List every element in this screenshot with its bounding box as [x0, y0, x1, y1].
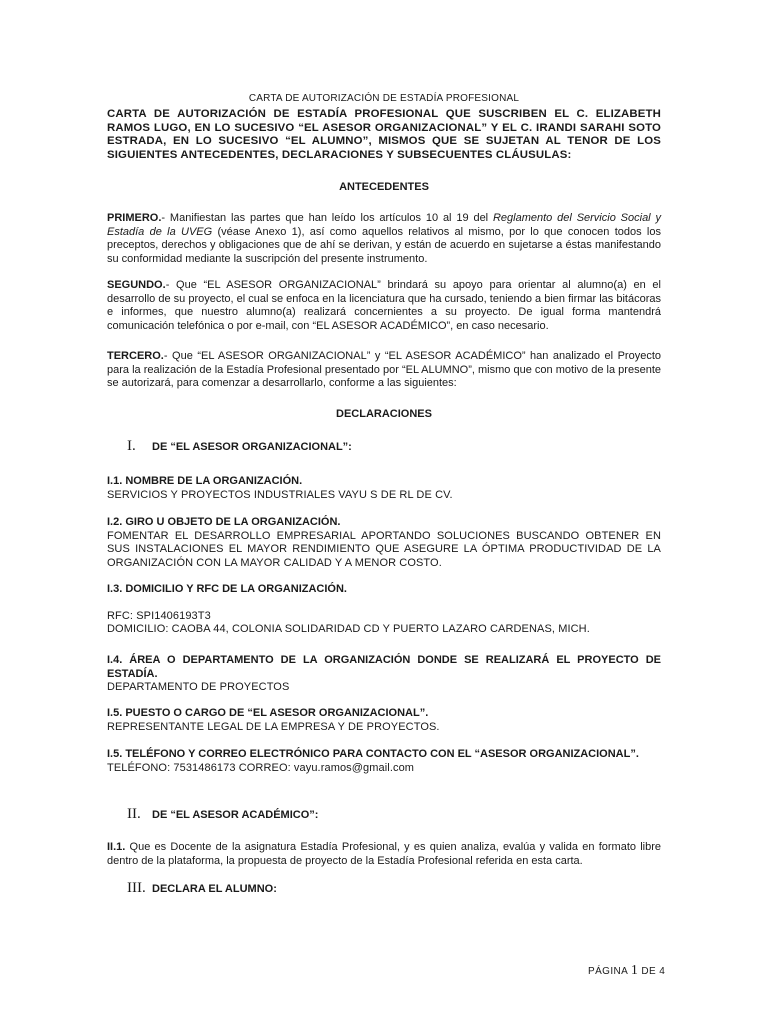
section-i-title: DE “EL ASESOR ORGANIZACIONAL”:: [152, 441, 352, 453]
primero-text-b: (véase Anexo 1), así como aquellos relativos al mismo, por lo que conocen todos los preceptos, derechos y obligaciones que de ahí se derivan, y están de acuerdo en sujetarse a éstas manifestando su conformidad mediante la suscripción del presente instrumento.: [107, 225, 661, 265]
item-i3-domicilio: DOMICILIO: CAOBA 44, COLONIA SOLIDARIDAD CD Y PUERTO LAZARO CARDENAS, MICH.: [107, 623, 590, 635]
section-iii-numeral: III.: [127, 880, 146, 896]
item-i4: [107, 654, 661, 695]
ii1-label: II.1.: [107, 841, 126, 853]
antecedentes-heading: ANTECEDENTES: [339, 181, 429, 193]
ii1-text: Que es Docente de la asignatura Estadía Profesional, y es quien analiza, evalúa y valida en formato libre dentro de la plataforma, la propuesta de proyecto de la Estadía Profesional referida en esta carta.: [107, 841, 661, 867]
primero-text-a: - Manifiestan las partes que han leído los artículos 10 al 19 del: [161, 212, 493, 224]
footer-suffix: DE 4: [641, 966, 666, 977]
item-i1-heading: I.1. NOMBRE DE LA ORGANIZACIÓN.: [107, 475, 303, 487]
item-i1: [107, 475, 661, 502]
primero-paragraph: [107, 212, 661, 266]
primero-reglamento: Reglamento del Servicio Social y Estadía de la UVEG: [107, 212, 661, 238]
item-i1-value: SERVICIOS Y PROYECTOS INDUSTRIALES VAYU S DE RL DE CV.: [107, 488, 453, 501]
page-footer: [588, 963, 665, 979]
item-i5: [107, 707, 661, 734]
section-iii-heading: [127, 880, 277, 897]
primero-label: PRIMERO.: [107, 212, 162, 224]
section-i-numeral: I.: [127, 438, 136, 454]
item-i6: [107, 748, 661, 775]
item-i3-rfc: RFC: SPI1406193T3: [107, 609, 211, 622]
document-title: CARTA DE AUTORIZACIÓN DE ESTADÍA PROFESIONAL: [248, 93, 520, 104]
item-i4-value: DEPARTAMENTO DE PROYECTOS: [107, 681, 290, 693]
item-i5-value: REPRESENTANTE LEGAL DE LA EMPRESA Y DE PROYECTOS.: [107, 720, 440, 733]
item-i6-heading: I.5. TELÉFONO Y CORREO ELECTRÓNICO PARA CONTACTO CON EL “ASESOR ORGANIZACIONAL”.: [107, 748, 639, 760]
segundo-label: SEGUNDO.: [107, 279, 166, 291]
ii1-paragraph: [107, 841, 661, 868]
footer-prefix: PÁGINA: [588, 966, 628, 977]
section-i-heading: [127, 438, 352, 455]
intro-paragraph: CARTA DE AUTORIZACIÓN DE ESTADÍA PROFESIONAL QUE SUSCRIBEN EL C. ELIZABETH RAMOS LUGO, EN LO SUCESIVO “EL ASESOR ORGANIZACIONAL” Y EL C. IRANDI SARAHI SOTO ESTRADA, EN LO SUCESIVO “EL ALUMNO”, MISMOS QUE SE SUJETAN AL TENOR DE LOS SIGUIENTES ANTECEDENTES, DECLARACIONES Y SUBSECUENTES CLÁUSULAS:: [107, 108, 661, 161]
item-i3-heading: I.3. DOMICILIO Y RFC DE LA ORGANIZACIÓN.: [107, 583, 347, 595]
section-ii-title: DE “EL ASESOR ACADÉMICO”:: [152, 809, 319, 821]
segundo-text: - Que “EL ASESOR ORGANIZACIONAL” brindará su apoyo para orientar al alumno(a) en el desarrollo de su proyecto, el cual se enfoca en la licenciatura que ha cursado, teniendo a bien firmar las bitácoras e informes, que nuestro alumno(a) realizará concernientes a su proyecto. De igual forma mantendrá comunicación telefónica o por e-mail, con “EL ASESOR ACADÉMICO”, en caso necesario.: [107, 279, 661, 332]
item-i4-heading: I.4. ÁREA O DEPARTAMENTO DE LA ORGANIZACIÓN DONDE SE REALIZARÁ EL PROYECTO DE ESTADÍA.: [107, 654, 661, 680]
declaraciones-heading: DECLARACIONES: [336, 408, 432, 420]
item-i5-heading: I.5. PUESTO O CARGO DE “EL ASESOR ORGANIZACIONAL”.: [107, 707, 429, 719]
footer-page-number: 1: [630, 963, 639, 978]
section-ii-numeral: II.: [127, 806, 141, 822]
section-iii-title: DECLARA EL ALUMNO:: [152, 883, 277, 895]
item-i2-heading: I.2. GIRO U OBJETO DE LA ORGANIZACIÓN.: [107, 516, 341, 528]
section-ii-heading: [127, 806, 318, 823]
item-i6-value: TELÉFONO: 7531486173 CORREO: vayu.ramos@gmail.com: [107, 761, 415, 774]
tercero-text: - Que “EL ASESOR ORGANIZACIONAL” y “EL ASESOR ACADÉMICO” han analizado el Proyecto para la realización de la Estadía Profesional presentado por “EL ALUMNO”, mismo que con motivo de la presente se autorizará, para comenzar a desarrollarlo, conforme a las siguientes:: [107, 350, 661, 389]
tercero-label: TERCERO.: [107, 350, 164, 362]
item-i3: [107, 583, 661, 637]
tercero-paragraph: [107, 350, 661, 391]
segundo-paragraph: [107, 279, 661, 333]
item-i2: [107, 516, 661, 570]
item-i2-value: FOMENTAR EL DESARROLLO EMPRESARIAL APORTANDO SOLUCIONES BUSCANDO OBTENER EN SUS INSTALACIONES EL MAYOR RENDIMIENTO QUE ASEGURE LA ÓPTIMA PRODUCTIVIDAD DE LA ORGANIZACIÓN CON LA MAYOR CALIDAD Y A MENOR COSTO.: [107, 529, 661, 569]
